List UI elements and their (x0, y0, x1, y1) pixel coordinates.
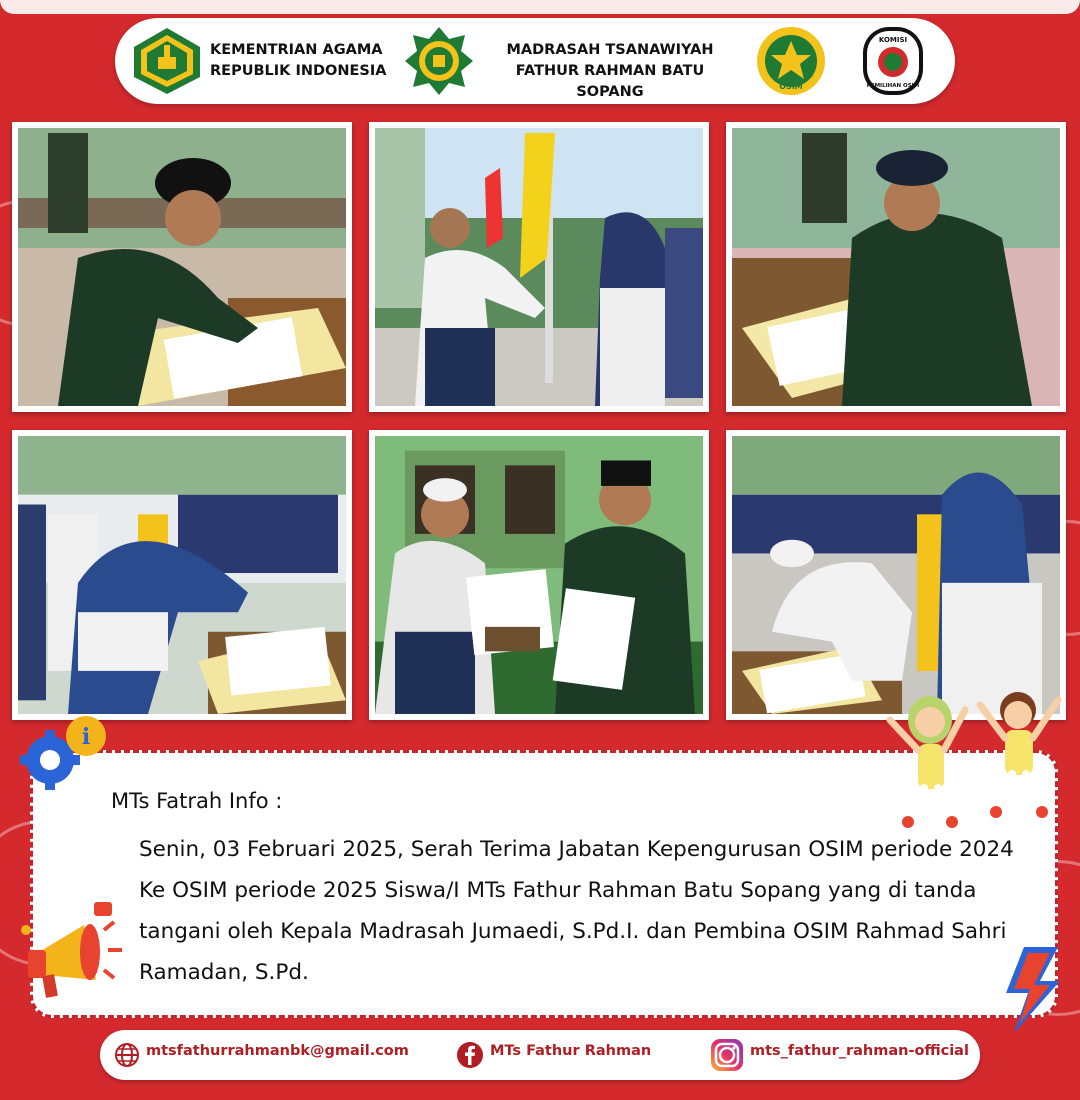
footer-instagram-link[interactable]: mts_fathur_rahman-official (750, 1043, 969, 1059)
kpu-top-text: KOMISI (878, 36, 908, 44)
photo-flag-handover (369, 122, 709, 412)
ministry-line2: REPUBLIK INDONESIA (210, 63, 387, 79)
header-bar (115, 18, 955, 104)
info-title: MTs Fatrah Info : (111, 789, 283, 813)
photo-signing-1 (12, 122, 352, 412)
photo-certificate (369, 430, 709, 720)
school-line2: FATHUR RAHMAN BATU SOPANG (515, 63, 705, 100)
top-white-wave (0, 0, 1080, 14)
school-line1: MADRASAH TSANAWIYAH (506, 42, 714, 58)
megaphone-icon (14, 900, 124, 1010)
kpu-bottom-text: PEMILIHAN OSIM (866, 83, 920, 89)
info-body: Senin, 03 Februari 2025, Serah Terima Jabatan Kepengurusan OSIM periode 2024 Ke OSIM periode 2025 Siswa/I MTs Fathur Rahman Batu Sopang yang di tanda tangani oleh Kepala Madrasah Jumaedi, S.Pd.I. dan Pembina OSIM Rahmad Sahri Ramadan, S.Pd. (139, 837, 1014, 985)
ministry-line1: KEMENTRIAN AGAMA (210, 42, 383, 58)
footer-email-link[interactable]: mtsfathurrahmanbk@gmail.com (146, 1043, 409, 1059)
footer-facebook-link[interactable]: MTs Fathur Rahman (490, 1043, 652, 1059)
facebook-icon[interactable] (456, 1041, 484, 1069)
instagram-icon[interactable] (710, 1038, 744, 1072)
kemenag-logo (131, 25, 203, 97)
osim-logo (755, 25, 827, 97)
photo-signing-2 (726, 122, 1066, 412)
photo-signing-4 (726, 430, 1066, 720)
web-icon[interactable] (113, 1041, 141, 1069)
madrasah-logo (403, 25, 475, 97)
komisi-pemilihan-logo (857, 25, 929, 97)
osim-logo-text: OSIM (779, 82, 803, 91)
svg-text:i: i (81, 724, 91, 750)
photo-signing-3 (12, 430, 352, 720)
footer-bar (100, 1030, 980, 1080)
school-name (485, 40, 735, 103)
info-gear-icon (18, 712, 108, 792)
lightning-icon (1000, 945, 1064, 1035)
ministry-name (210, 40, 386, 82)
kids-illustration (880, 680, 1070, 830)
